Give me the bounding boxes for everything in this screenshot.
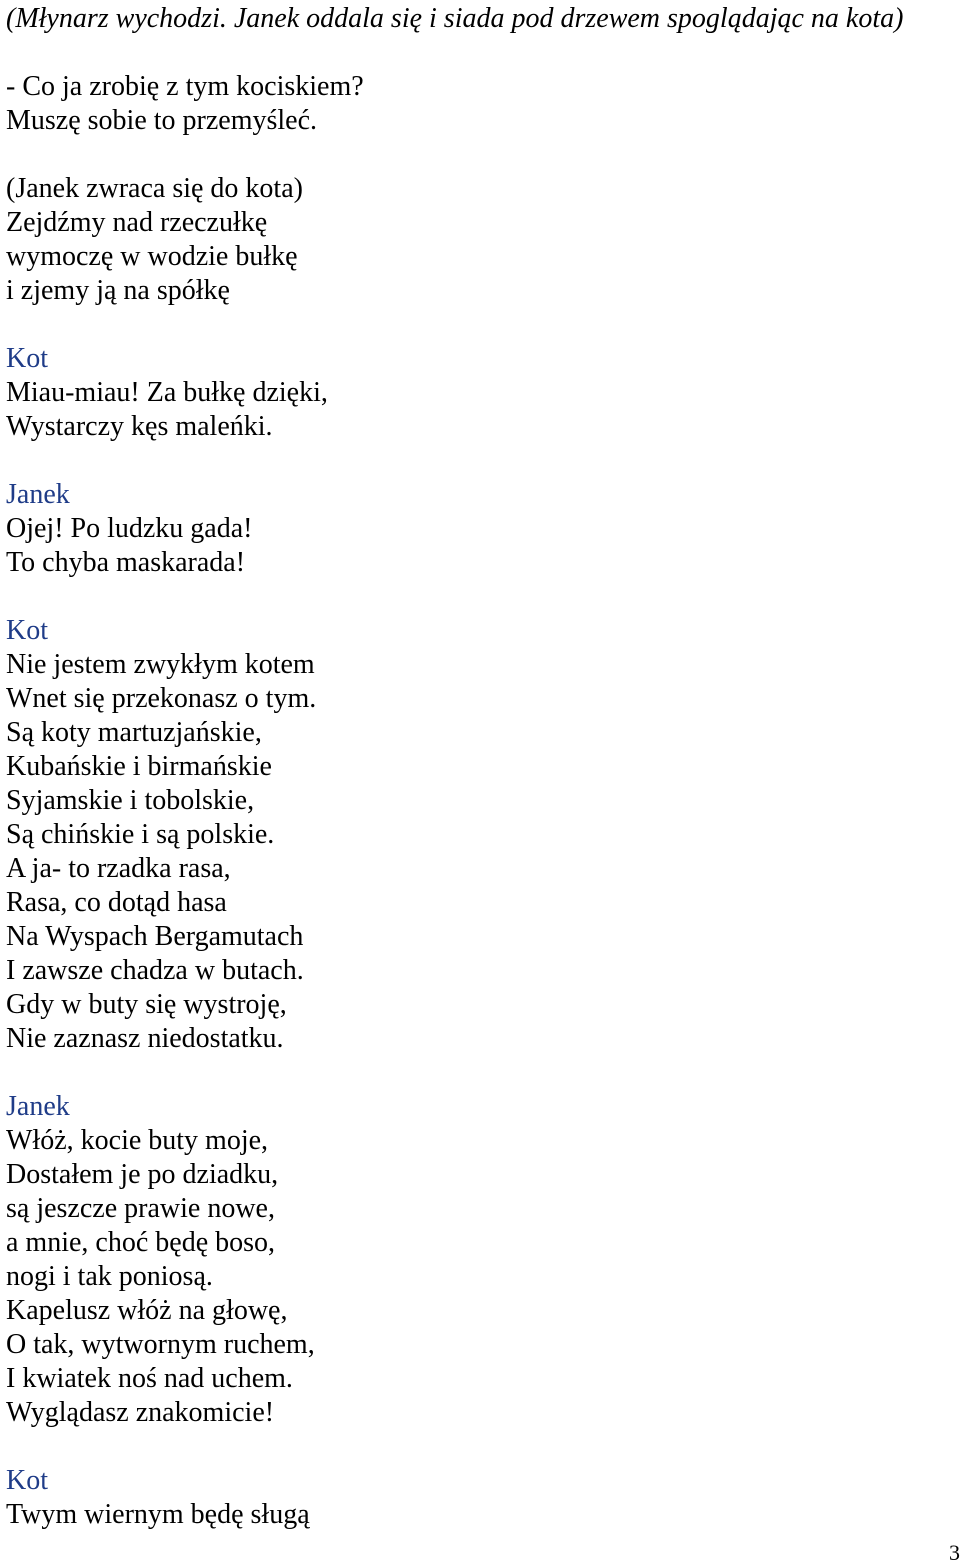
speaker-label: Kot	[6, 1465, 48, 1496]
speaker-label: Janek	[6, 479, 70, 510]
speaker-label: Kot	[6, 343, 48, 374]
spacer	[6, 36, 946, 70]
verse-line: - Co ja zrobię z tym kociskiem?	[6, 71, 364, 102]
spacer	[6, 138, 946, 172]
verse-line: Twym wiernym będę sługą	[6, 1499, 310, 1530]
speaker-label: Kot	[6, 615, 48, 646]
spacer	[6, 444, 946, 478]
verse-line: Syjamskie i tobolskie,	[6, 785, 255, 816]
verse-line: A ja- to rzadka rasa,	[6, 853, 231, 884]
verse-line: I zawsze chadza w butach.	[6, 955, 304, 986]
verse-line: Dostałem je po dziadku,	[6, 1159, 279, 1190]
verse-line: Są koty martuzjańskie,	[6, 717, 262, 748]
spacer	[6, 308, 946, 342]
verse-line: a mnie, choć będę boso,	[6, 1227, 276, 1258]
verse-line: i zjemy ją na spółkę	[6, 275, 230, 306]
verse-line: Nie jestem zwykłym kotem	[6, 649, 315, 680]
verse-line: Kubańskie i birmańskie	[6, 751, 272, 782]
verse-line: Wyglądasz znakomicie!	[6, 1397, 275, 1428]
verse-line: To chyba maskarada!	[6, 547, 246, 578]
verse-line: Muszę sobie to przemyśleć.	[6, 105, 318, 136]
stage-direction: (Janek zwraca się do kota)	[6, 173, 303, 204]
page-number: 3	[949, 1540, 960, 1565]
verse-line: Są chińskie i są polskie.	[6, 819, 275, 850]
verse-line: I kwiatek noś nad uchem.	[6, 1363, 293, 1394]
verse-line: Nie zaznasz niedostatku.	[6, 1023, 284, 1054]
verse-line: O tak, wytwornym ruchem,	[6, 1329, 315, 1360]
verse-line: Włóż, kocie buty moje,	[6, 1125, 269, 1156]
verse-line: wymoczę w wodzie bułkę	[6, 241, 298, 272]
verse-line: Na Wyspach Bergamutach	[6, 921, 304, 952]
verse-line: Gdy w buty się wystroję,	[6, 989, 287, 1020]
spacer	[6, 1430, 946, 1464]
verse-line: są jeszcze prawie nowe,	[6, 1193, 275, 1224]
verse-line: Miau-miau! Za bułkę dzięki,	[6, 377, 328, 408]
speaker-label: Janek	[6, 1091, 70, 1122]
verse-line: Kapelusz włóż na głowę,	[6, 1295, 288, 1326]
document-page	[6, 2, 946, 1532]
verse-line: nogi i tak poniosą.	[6, 1261, 213, 1292]
verse-line: Wnet się przekonasz o tym.	[6, 683, 317, 714]
verse-line: Zejdźmy nad rzeczułkę	[6, 207, 268, 238]
spacer	[6, 1056, 946, 1090]
stage-direction: (Młynarz wychodzi. Janek oddala się i siada pod drzewem spoglądając na kota)	[6, 3, 904, 34]
spacer	[6, 580, 946, 614]
verse-line: Wystarczy kęs maleńki.	[6, 411, 273, 442]
verse-line: Rasa, co dotąd hasa	[6, 887, 227, 918]
verse-line: Ojej! Po ludzku gada!	[6, 513, 253, 544]
